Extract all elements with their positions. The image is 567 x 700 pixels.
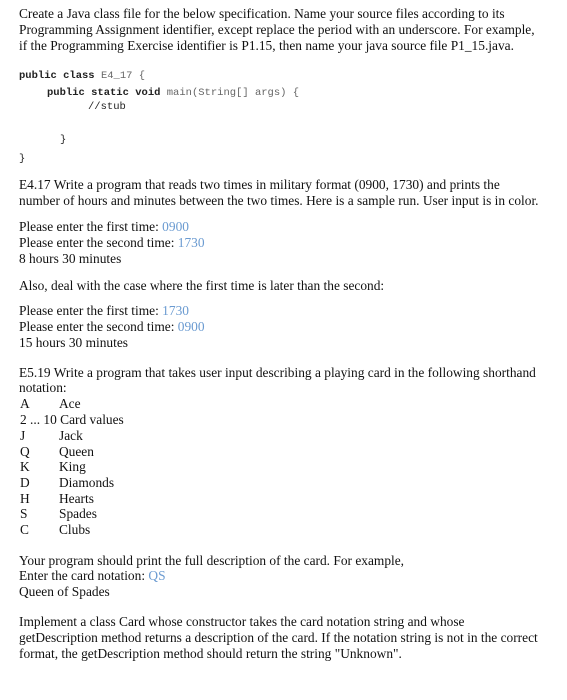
code-class-declaration <box>19 69 145 83</box>
code-brace: { <box>138 70 146 82</box>
e519-impl-line-2: getDescription method returns a description of the card. If the notation string is not in the correct <box>19 630 538 645</box>
run2-input-2: 0900 <box>177 319 205 334</box>
run1-input-2: 1730 <box>177 235 205 250</box>
e519-enter-prompt: Enter the card notation: QS <box>19 568 166 583</box>
run2-result: 15 hours 30 minutes <box>19 335 128 350</box>
intro-line-3: if the Programming Exercise identifier is P1.15, then name your java source file P1_15.java. <box>19 38 514 53</box>
e519-enter-input: QS <box>148 568 166 583</box>
intro-line-1: Create a Java class file for the below specification. Name your source files according to its <box>19 6 505 21</box>
run2-prompt-2: Please enter the second time: 0900 <box>19 319 205 334</box>
e519-line-2: notation: <box>19 380 67 395</box>
e519-example-result: Queen of Spades <box>19 584 110 599</box>
code-comment: //stub <box>88 101 126 113</box>
e519-should-print: Your program should print the full description of the card. For example, <box>19 553 405 568</box>
e417-also: Also, deal with the case where the first time is later than the second: <box>19 278 385 293</box>
run1-prompt-1: Please enter the first time: 0900 <box>19 219 189 234</box>
code-class-name: E4_17 <box>100 70 133 82</box>
run1-input-1: 0900 <box>162 219 189 234</box>
intro-line-2: Programming Assignment identifier, except replace the period with an underscore. For example, <box>19 22 535 37</box>
e519-impl-line-1: Implement a class Card whose constructor takes the card notation string and whose <box>19 614 465 629</box>
code-brace: { <box>292 87 300 99</box>
e519-line-1: E5.19 Write a program that takes user input describing a playing card in the following shorthand <box>19 365 536 380</box>
e519-impl-line-3: format, the getDescription method should return the string "Unknown". <box>19 646 402 661</box>
run1-result: 8 hours 30 minutes <box>19 251 122 266</box>
e417-line-2: number of hours and minutes between the two times. Here is a sample run. User input is in color. <box>19 193 539 208</box>
code-main-declaration <box>47 86 299 100</box>
code-keyword: public static void <box>47 87 161 99</box>
e417-line-1: E4.17 Write a program that reads two times in military format (0900, 1730) and prints the <box>19 177 500 192</box>
code-main-signature: main(String[] args) <box>166 87 287 99</box>
run1-prompt-2: Please enter the second time: 1730 <box>19 235 205 250</box>
run2-prompt-1: Please enter the first time: 1730 <box>19 303 189 318</box>
code-class-close: } <box>19 153 26 165</box>
code-keyword: public class <box>19 70 95 82</box>
run2-input-1: 1730 <box>162 303 189 318</box>
code-method-close: } <box>60 134 67 146</box>
